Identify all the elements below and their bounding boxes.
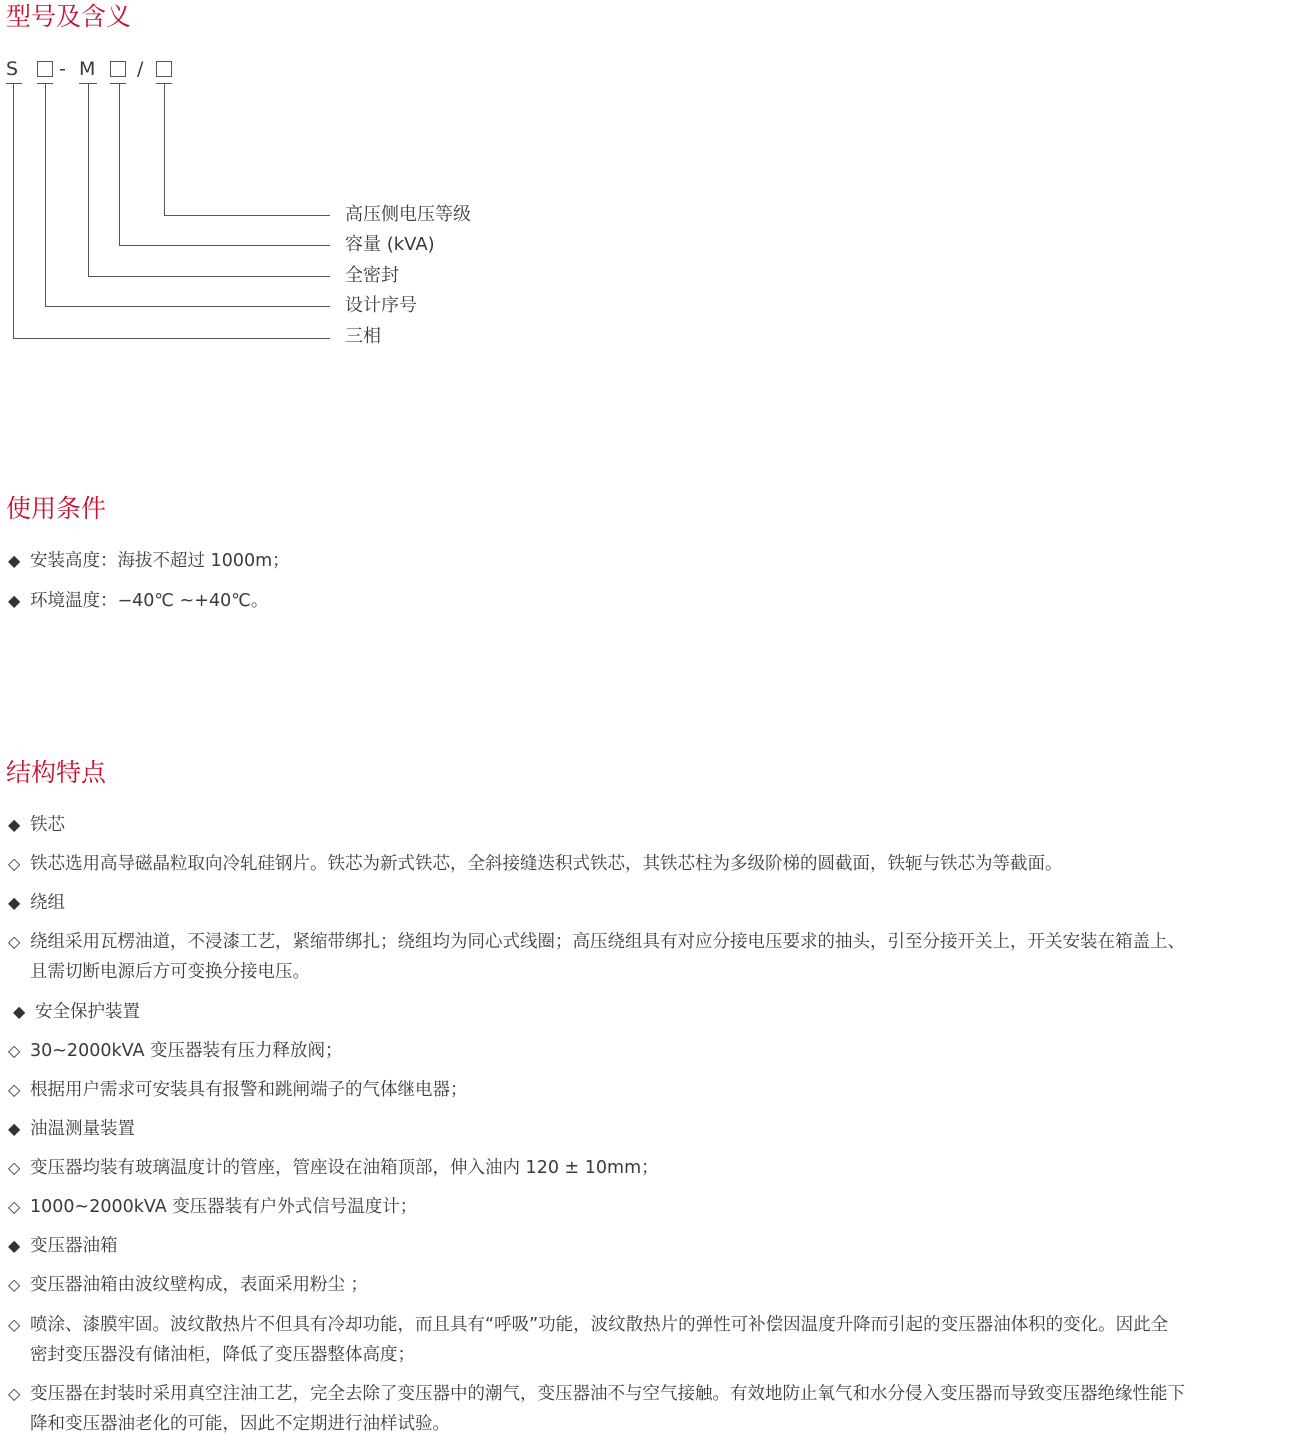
model-char-m: M bbox=[79, 58, 96, 80]
meaning-design-number: 设计序号 bbox=[345, 295, 417, 316]
feature-item-core: ◇ 铁芯选用高导磁晶粒取向冷轧硅钢片。铁芯为新式铁芯，全斜接缝迭积式铁芯，其铁芯柱为多级阶梯的圆截面，铁轭与铁芯为等截面。 bbox=[8, 849, 1063, 879]
diamond-hollow-icon: ◇ bbox=[8, 932, 21, 951]
leader-vertical-phase bbox=[13, 83, 14, 338]
feature-item-tank-wall: ◇ 变压器油箱由波纹壁构成，表面采用粉尘 ； bbox=[8, 1270, 368, 1300]
feature-heading-core: ◆ 铁芯 bbox=[8, 810, 65, 840]
feature-heading-protection: ◆ 安全保护装置 bbox=[13, 997, 140, 1027]
meaning-hv-voltage: 高压侧电压等级 bbox=[345, 204, 471, 225]
diamond-hollow-icon: ◇ bbox=[8, 1315, 21, 1334]
placeholder-box-voltage bbox=[156, 61, 172, 77]
leader-horizontal-capacity bbox=[119, 245, 330, 246]
diamond-solid-icon: ◆ bbox=[8, 1119, 21, 1138]
leader-horizontal-voltage bbox=[164, 215, 330, 216]
diamond-solid-icon: ◆ bbox=[8, 1236, 21, 1255]
feature-heading-oil-temp: ◆ 油温测量装置 bbox=[8, 1114, 135, 1144]
feature-item-corrugated-fins: ◇ 喷涂、漆膜牢固。波纹散热片不但具有冷却功能，而且具有“呼吸”功能，波纹散热片的弹性可补偿因温度升降而引起的变压器油体积的变化。因此全 bbox=[8, 1310, 1168, 1340]
diamond-solid-icon: ◆ bbox=[8, 591, 21, 610]
leader-horizontal-sealed bbox=[88, 276, 330, 277]
feature-heading-tank: ◆ 变压器油箱 bbox=[8, 1231, 118, 1261]
feature-item-gas-relay: ◇ 根据用户需求可安装具有报警和跳闸端子的气体继电器； bbox=[8, 1075, 468, 1105]
diamond-hollow-icon: ◇ bbox=[8, 854, 21, 873]
meaning-capacity: 容量 (kVA) bbox=[345, 234, 435, 255]
leader-vertical-design bbox=[45, 83, 46, 306]
model-char-dash: - bbox=[59, 58, 66, 80]
diamond-hollow-icon: ◇ bbox=[8, 1080, 21, 1099]
meaning-sealed: 全密封 bbox=[345, 265, 399, 286]
section-title-features: 结构特点 bbox=[6, 758, 107, 787]
diamond-hollow-icon: ◇ bbox=[8, 1041, 21, 1060]
leader-horizontal-design bbox=[45, 306, 330, 307]
tick-capacity bbox=[110, 83, 126, 84]
leader-horizontal-phase bbox=[13, 338, 330, 339]
placeholder-box-capacity bbox=[110, 61, 126, 77]
feature-item-thermometer-seat: ◇ 变压器均装有玻璃温度计的管座，管座设在油箱顶部，伸入油内 120 ± 10mm； bbox=[8, 1153, 659, 1183]
condition-altitude: ◆ 安装高度：海拔不超过 1000m； bbox=[8, 546, 290, 576]
diamond-solid-icon: ◆ bbox=[13, 1002, 26, 1021]
diamond-solid-icon: ◆ bbox=[8, 551, 21, 570]
feature-item-signal-thermometer: ◇ 1000~2000kVA 变压器装有户外式信号温度计； bbox=[8, 1192, 417, 1222]
section-title-model: 型号及含义 bbox=[6, 2, 132, 31]
leader-vertical-voltage bbox=[164, 83, 165, 215]
feature-item-vacuum-filling-cont: 降和变压器油老化的可能，因此不定期进行油样试验。 bbox=[30, 1414, 450, 1434]
model-char-slash: / bbox=[137, 58, 144, 80]
leader-vertical-sealed bbox=[88, 83, 89, 276]
feature-item-winding: ◇ 绕组采用瓦楞油道，不浸漆工艺，紧缩带绑扎；绕组均为同心式线圈；高压绕组具有对应分接电压要求的抽头，引至分接开关上，开关安装在箱盖上、 bbox=[8, 927, 1185, 957]
model-char-s: S bbox=[6, 58, 19, 80]
diamond-solid-icon: ◆ bbox=[8, 815, 21, 834]
condition-temperature: ◆ 环境温度：−40℃ ~+40℃。 bbox=[8, 586, 268, 616]
diamond-hollow-icon: ◇ bbox=[8, 1197, 21, 1216]
feature-item-winding-cont: 且需切断电源后方可变换分接电压。 bbox=[30, 962, 310, 982]
diamond-hollow-icon: ◇ bbox=[8, 1275, 21, 1294]
feature-heading-winding: ◆ 绕组 bbox=[8, 888, 65, 918]
feature-item-vacuum-filling: ◇ 变压器在封装时采用真空注油工艺，完全去除了变压器中的潮气，变压器油不与空气接触。有效地防止氧气和水分侵入变压器而导致变压器绝缘性能下 bbox=[8, 1379, 1185, 1409]
diamond-hollow-icon: ◇ bbox=[8, 1158, 21, 1177]
feature-item-corrugated-fins-cont: 密封变压器没有储油柜，降低了变压器整体高度； bbox=[30, 1345, 415, 1365]
leader-vertical-capacity bbox=[119, 83, 120, 245]
tick-s bbox=[6, 83, 22, 84]
diamond-hollow-icon: ◇ bbox=[8, 1384, 21, 1403]
feature-item-pressure-valve: ◇ 30~2000kVA 变压器装有压力释放阀； bbox=[8, 1036, 343, 1066]
placeholder-box-design bbox=[37, 61, 53, 77]
meaning-three-phase: 三相 bbox=[345, 326, 381, 347]
diamond-solid-icon: ◆ bbox=[8, 893, 21, 912]
section-title-conditions: 使用条件 bbox=[6, 494, 107, 523]
